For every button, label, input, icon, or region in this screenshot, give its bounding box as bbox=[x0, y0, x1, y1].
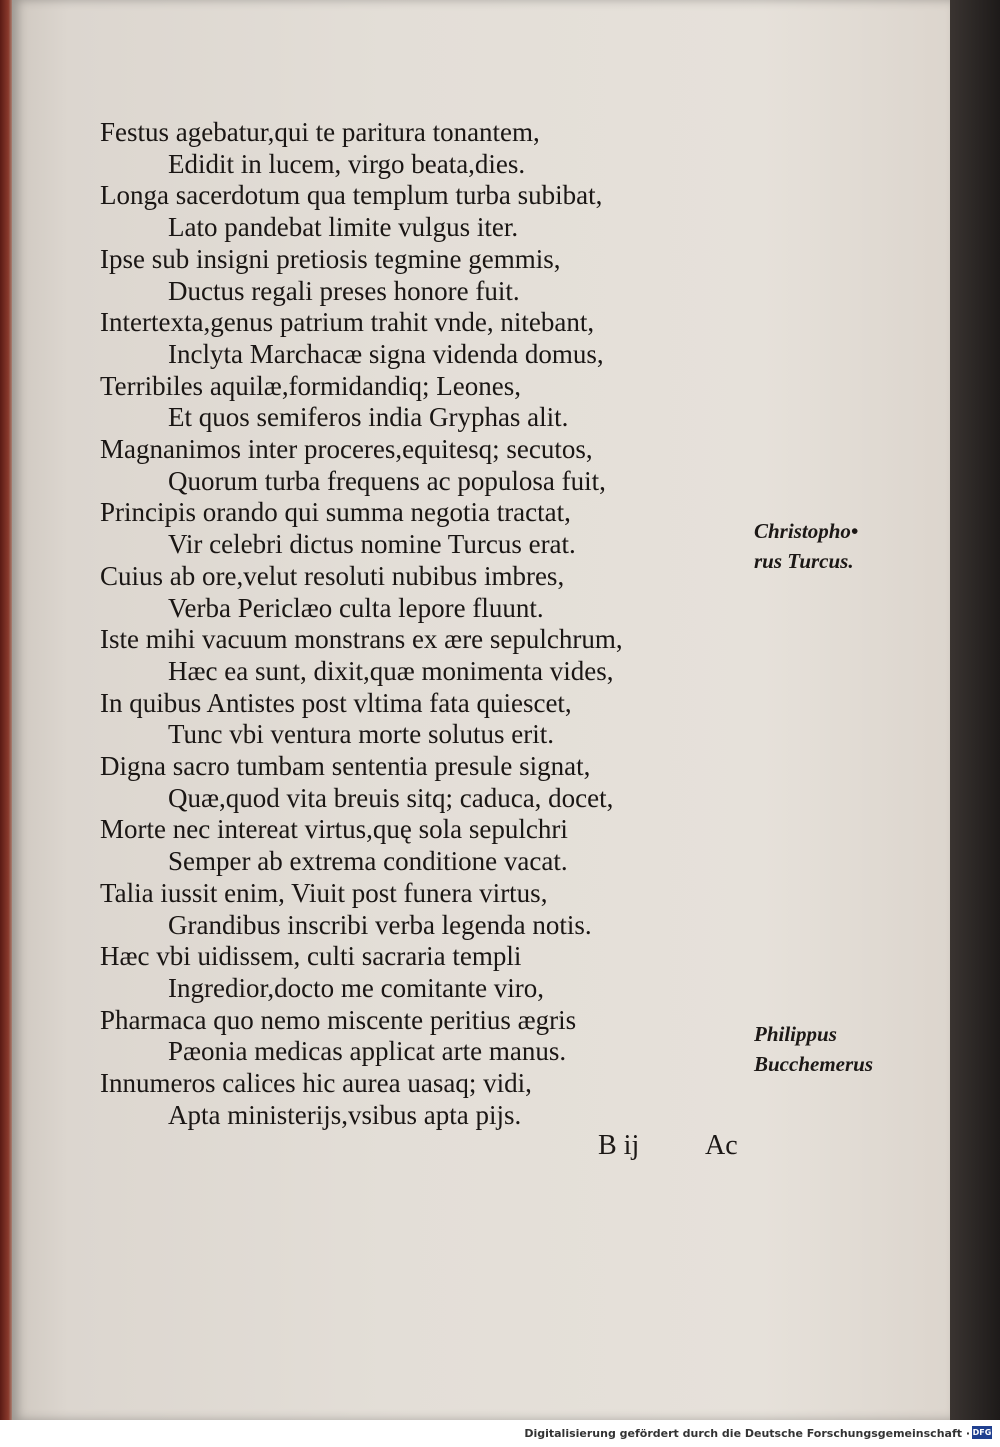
verse-line: Cuius ab ore,velut resoluti nubibus imbres, bbox=[100, 560, 565, 591]
footer-credit: Digitalisierung gefördert durch die Deutsche Forschungsgemeinschaft · bbox=[524, 1427, 970, 1440]
verse-line: Apta ministerijs,vsibus apta pijs. bbox=[168, 1099, 522, 1130]
verse-line: In quibus Antistes post vltima fata quiescet, bbox=[100, 687, 572, 718]
verse-text-block bbox=[100, 117, 700, 1132]
verse-line: Et quos semiferos india Gryphas alit. bbox=[168, 402, 569, 433]
verse-line: Longa sacerdotum qua templum turba subibat, bbox=[100, 180, 603, 211]
verse-line: Iste mihi vacuum monstrans ex ære sepulchrum, bbox=[100, 624, 623, 655]
verse-line: Verba Periclæo culta lepore fluunt. bbox=[168, 592, 544, 623]
scan-border-right bbox=[950, 0, 1000, 1420]
verse-line: Hæc ea sunt, dixit,quæ monimenta vides, bbox=[168, 655, 614, 686]
verse-line: Ipse sub insigni pretiosis tegmine gemmis, bbox=[100, 243, 561, 274]
margin-note-line: Christopho• bbox=[754, 519, 859, 543]
verse-line: Vir celebri dictus nomine Turcus erat. bbox=[168, 529, 576, 560]
verse-line: Ductus regali preses honore fuit. bbox=[168, 275, 520, 306]
margin-note-christophorus bbox=[754, 516, 858, 576]
margin-note-philippus bbox=[754, 1019, 873, 1079]
verse-line: Digna sacro tumbam sententia presule signat, bbox=[100, 751, 591, 782]
verse-line: Magnanimos inter proceres,equitesq; secutos, bbox=[100, 434, 593, 465]
verse-line: Festus agebatur,qui te paritura tonantem, bbox=[100, 117, 540, 147]
verse-line: Grandibus inscribi verba legenda notis. bbox=[168, 909, 592, 940]
verse-line: Pæonia medicas applicat arte manus. bbox=[168, 1036, 567, 1067]
verse-line: Tunc vbi ventura morte solutus erit. bbox=[168, 719, 554, 750]
signature-mark: B ij bbox=[598, 1130, 640, 1161]
verse-line: Intertexta,genus patrium trahit vnde, nitebant, bbox=[100, 307, 595, 338]
verse-line: Principis orando qui summa negotia tractat, bbox=[100, 497, 571, 528]
verse-line: Morte nec intereat virtus,quę sola sepulchri bbox=[100, 814, 568, 845]
margin-note-line: Bucchemerus bbox=[754, 1052, 874, 1076]
margin-note-line: rus Turcus. bbox=[754, 549, 854, 573]
verse-line: Semper ab extrema conditione vacat. bbox=[168, 846, 568, 877]
verse-line: Terribiles aquilæ,formidandiq; Leones, bbox=[100, 370, 522, 401]
dfg-logo-icon: DFG bbox=[972, 1428, 992, 1437]
verse-line: Quorum turba frequens ac populosa fuit, bbox=[168, 465, 606, 496]
margin-note-line: Philippus bbox=[754, 1022, 837, 1046]
verse-line: Talia iussit enim, Viuit post funera virtus, bbox=[100, 877, 548, 908]
verse-line: Innumeros calices hic aurea uasaq; vidi, bbox=[100, 1068, 532, 1099]
verse-line: Hæc vbi uidissem, culti sacraria templi bbox=[100, 941, 522, 972]
catchword: Ac bbox=[705, 1130, 738, 1161]
verse-line: Edidit in lucem, virgo beata,dies. bbox=[168, 148, 526, 179]
verse-line: Lato pandebat limite vulgus iter. bbox=[168, 212, 519, 243]
verse-line: Quæ,quod vita breuis sitq; caduca, docet, bbox=[168, 782, 614, 813]
footer-bar bbox=[0, 1420, 1000, 1447]
verse-line: Pharmaca quo nemo miscente peritius ægris bbox=[100, 1004, 577, 1035]
verse-line: Inclyta Marchacæ signa videnda domus, bbox=[168, 338, 604, 369]
verse-line: Ingredior,docto me comitante viro, bbox=[168, 972, 545, 1003]
